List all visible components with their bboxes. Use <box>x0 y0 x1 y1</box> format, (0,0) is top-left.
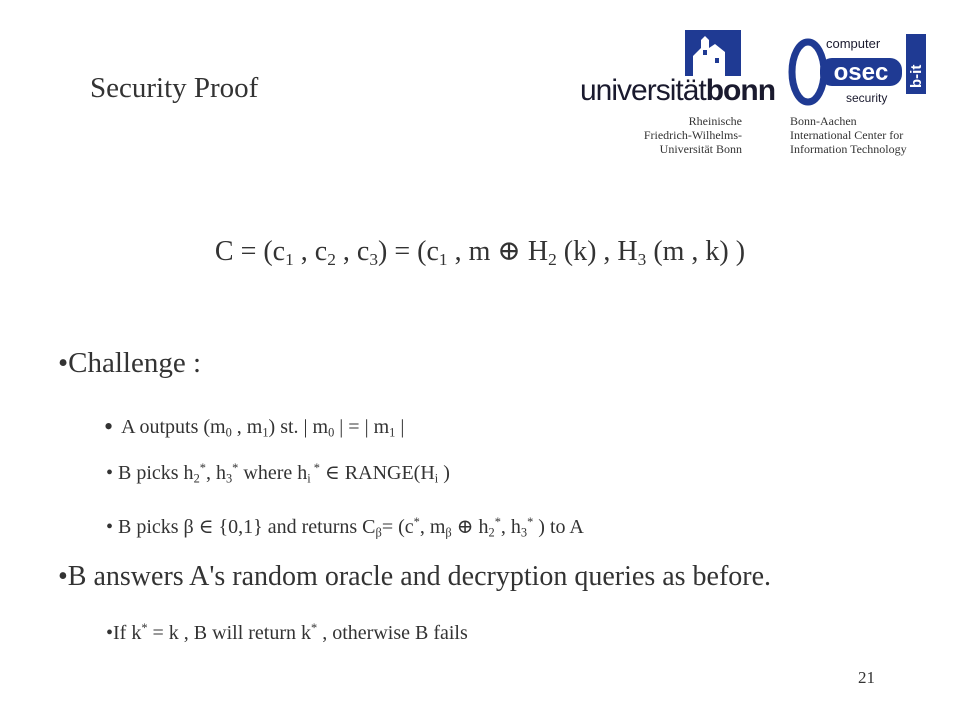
bonn-subtitle-line: Rheinische <box>688 114 742 128</box>
bonn-building-icon <box>685 30 741 76</box>
text-part: ) <box>438 462 450 484</box>
text-part: = k , B will return k <box>147 622 312 644</box>
cosec-bottom-word: security <box>846 91 888 105</box>
text-sup: * <box>232 461 239 476</box>
text-part: ) st. | m <box>268 416 329 438</box>
cosec-top-word: computer <box>826 36 881 51</box>
formula-part: C = (c <box>214 236 286 267</box>
text-part: = (c <box>381 516 414 538</box>
text-sub: 3 <box>520 525 528 540</box>
bullet-if-k-star <box>106 622 468 645</box>
bonn-subtitle-line: Universität Bonn <box>659 142 742 156</box>
slide-title: Security Proof <box>90 72 259 104</box>
bonn-logo-subtitle <box>644 114 742 156</box>
formula-part: , m ⊕ H <box>447 236 549 267</box>
cosec-subtitle-line: International Center for <box>790 128 904 142</box>
text-part: • B picks h <box>106 462 194 484</box>
page-number: 21 <box>858 668 875 687</box>
text-part: , m <box>419 516 446 538</box>
university-bonn-logo <box>580 30 776 156</box>
formula-part: , c <box>293 236 328 267</box>
bullet-b-picks-beta <box>106 514 584 539</box>
text-sup: * <box>413 515 420 530</box>
text-part: , m <box>231 416 263 438</box>
text-sub: 2 <box>193 471 200 486</box>
text-sub: 0 <box>328 425 335 440</box>
text-sub: i <box>434 471 439 486</box>
formula-sub: 3 <box>369 249 379 269</box>
text-part: ⊕ h <box>451 516 489 538</box>
cosec-emblem-icon <box>786 30 936 114</box>
bonn-subtitle-line: Friedrich-Wilhelms- <box>643 128 742 142</box>
text-sub: 0 <box>225 425 232 440</box>
bonn-wordmark <box>580 74 775 108</box>
text-sub: β <box>445 525 452 540</box>
formula-part: , c <box>335 236 370 267</box>
formula-sub: 1 <box>285 249 294 269</box>
formula-part: (k) , H <box>556 236 638 267</box>
challenge-label: Challenge : <box>68 347 202 379</box>
text-part: | = | m <box>334 416 390 438</box>
cosec-subtitle-line: Information Technology <box>790 142 907 156</box>
formula-sub: 2 <box>327 249 336 269</box>
text-part: • B picks β ∈ {0,1} and returns C <box>106 516 376 538</box>
bullet-a-outputs <box>104 412 404 442</box>
text-sub: i <box>307 471 311 486</box>
bonn-wordmark-light: universität <box>580 74 706 107</box>
cosec-logo-subtitle <box>790 114 907 156</box>
formula-sub: 3 <box>637 249 647 269</box>
text-sub: 2 <box>488 525 495 540</box>
text-sub: β <box>375 525 382 540</box>
ciphertext-formula <box>0 234 960 268</box>
bullet: • <box>58 347 69 379</box>
text-sup: * <box>199 461 206 476</box>
text-part: ) to A <box>533 516 584 538</box>
bullet-b-answers: •B answers A's random oracle and decryption queries as before. <box>58 561 772 592</box>
text-sub: 1 <box>262 425 269 440</box>
text-sup: * <box>527 515 534 530</box>
formula-sub: 1 <box>438 249 448 269</box>
text-part: | <box>395 416 405 438</box>
text-part: •If k <box>106 622 142 644</box>
bonn-wordmark-bold: bonn <box>705 74 776 107</box>
formula-part: ) = (c <box>378 236 439 267</box>
text-sup: * <box>310 461 320 476</box>
challenge-heading <box>58 347 201 380</box>
cosec-main-word: osec <box>833 59 889 86</box>
text-part: where h <box>238 462 308 484</box>
cosec-logo <box>786 30 946 156</box>
formula-part: (m , k) ) <box>646 236 746 267</box>
text-sup: * <box>311 621 318 636</box>
bullet-b-picks-h <box>106 460 450 485</box>
cosec-side-word: b-it <box>908 64 925 88</box>
bullet: • <box>104 412 114 441</box>
text-sub: 1 <box>389 425 396 440</box>
text-sup: * <box>494 515 501 530</box>
text-part: , otherwise B fails <box>317 622 468 644</box>
text-sup: * <box>141 621 148 636</box>
text-sub: 3 <box>225 471 233 486</box>
formula-sub: 2 <box>548 249 557 269</box>
text-part: ∈ RANGE(H <box>319 462 435 484</box>
text-part: A outputs (m <box>121 416 226 438</box>
cosec-subtitle-line: Bonn-Aachen <box>790 114 857 128</box>
text-part: , h <box>205 462 226 484</box>
text-part: , h <box>500 516 521 538</box>
